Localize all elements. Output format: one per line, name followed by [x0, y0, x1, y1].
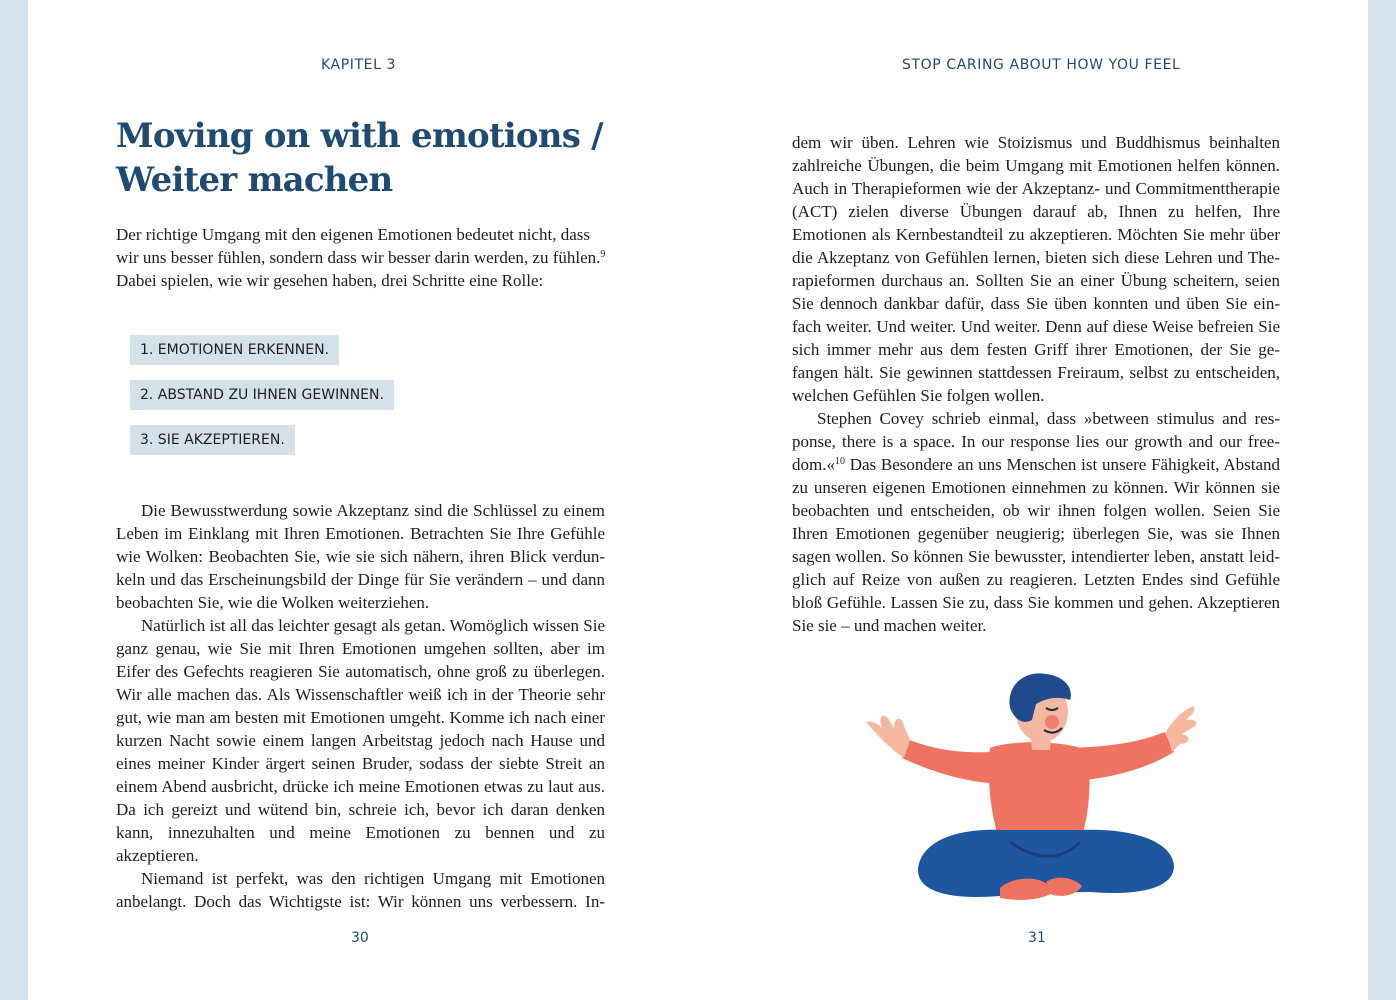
page-number-left: 30: [351, 930, 369, 946]
running-head-right: STOP CARING ABOUT HOW YOU FEEL: [902, 57, 1181, 73]
body-text-right: [792, 131, 1280, 637]
left-hand: [866, 716, 910, 758]
intro-paragraph: [116, 223, 606, 292]
paragraph-covey: [792, 407, 1280, 637]
intro-line-3: Dabei spielen, wie wir gesehen haben, drei Schritte eine Rolle:: [116, 271, 544, 290]
steps-list: [130, 335, 394, 470]
paragraph-3: Niemand ist perfekt, was den richtigen Umgang mit Emotionen anbelangt. Doch das Wichtigste ist: Wir können uns verbessern. In-: [116, 869, 605, 911]
chapter-heading: [116, 114, 636, 202]
paragraph-continued: dem wir üben. Lehren wie Stoizismus und Buddhismus beinhalten zahlreiche Übungen, die beim Umgang mit Emotionen helfen können. Auch in Therapieformen wie der Akzeptanz- und Commitmenttherapie (ACT) zielen diverse Übungen darauf ab, Ihnen zu helfen, Ihre Emotionen als Kernbestandteil zu akzeptieren. Möchten Sie mehr über die Akzeptanz von Gefühlen lernen, bieten sich diese Lehren und Therapieformen durchaus an. Sollten Sie an einer Übung scheitern, seien Sie dennoch dankbar dafür, dass Sie üben konnten und üben Sie einfach weiter. Und weiter. Und weiter. Denn auf diese Weise befreien Sie sich immer mehr aus dem festen Griff ihrer Emotionen, der Sie gefangen hält. Sie gewinnen stattdessen Freiraum, selbst zu entscheiden, welchen Gefühlen Sie folgen wollen.: [792, 133, 1280, 405]
torso: [989, 742, 1090, 842]
step-3: 3. SIE AKZEPTIEREN.: [130, 425, 295, 455]
meditating-person-illustration: [860, 670, 1220, 910]
intro-line-2: wir uns besser fühlen, sondern dass wir besser darin werden, zu fühlen.: [116, 248, 601, 267]
footnote-9: 9: [600, 249, 606, 260]
left-page: [28, 0, 698, 1000]
intro-line-1: Der richtige Umgang mit den eigenen Emotionen bedeutet nicht, dass: [116, 225, 590, 244]
right-page: [698, 0, 1368, 1000]
heading-line-1: Moving on with emotions /: [116, 116, 603, 156]
body-text-left: [116, 499, 605, 913]
right-hand: [1166, 706, 1196, 752]
cheek-blush: [1045, 715, 1059, 729]
paragraph-1: Die Bewusstwerdung sowie Akzeptanz sind die Schlüssel zu einem Leben im Einklang mit Ihren Emotionen. Betrachten Sie Ihre Gefühle wie Wolken: Beobachten Sie, wie sie sich nähern, ihren Blick verdunkeln und das Erscheinungsbild der Dinge für Sie verändern – und dann beobachten Sie, wie die Wolken weiterziehen.: [116, 501, 605, 612]
heading-line-2: Weiter machen: [116, 160, 393, 200]
running-head-left: KAPITEL 3: [321, 57, 397, 73]
covey-text: Das Besondere an uns Menschen ist unsere Fähigkeit, Abstand zu unseren eigenen Emotionen einnehmen zu können. Wir können sie beobachten und entscheiden, ob wir ihnen folgen wollen. Seien Sie Ihren Emotionen gegenüber neugierig; überlegen Sie, was sie Ihnen sagen wollen. So können Sie bewusster, intendierter leben, anstatt leidglich auf Reize von außen zu reagieren. Letzten Endes sind Gefühle bloß Gefühle. Lassen Sie zu, dass Sie kommen und gehen. Akzeptieren Sie sie – und machen weiter.: [792, 455, 1280, 635]
covey-quote: Stephen Covey schrieb einmal, dass »between stimulus and response, there is a space. In our response lies our growth and our freedom.«: [792, 409, 1280, 474]
paragraph-2: Natürlich ist all das leichter gesagt als getan. Womöglich wissen Sie ganz genau, wie Sie mit Ihren Emotionen umgehen sollten, aber im Eifer des Gefechts reagieren Sie automatisch, ohne groß zu überlegen. Wir alle machen das. Als Wissenschaftler weiß ich in der Theorie sehr gut, wie man am besten mit Emotionen umgeht. Komme ich nach einer kurzen Nacht sowie einem langen Arbeitstag jedoch nach Hause und eines meiner Kinder ärgert seinen Bruder, sodass der siebte Streit an einem Abend ausbricht, drücke ich meine Emotionen etwas zu laut aus. Da ich gereizt und wütend bin, schreie ich, bevor ich daran denken kann, innezuhalten und meine Emotionen zu bennen und zu akzeptieren.: [116, 616, 605, 865]
footnote-10: 10: [834, 456, 845, 467]
step-2: 2. ABSTAND ZU IHNEN GEWINNEN.: [130, 380, 394, 410]
step-1: 1. EMOTIONEN ERKENNEN.: [130, 335, 339, 365]
page-number-right: 31: [1028, 930, 1046, 946]
